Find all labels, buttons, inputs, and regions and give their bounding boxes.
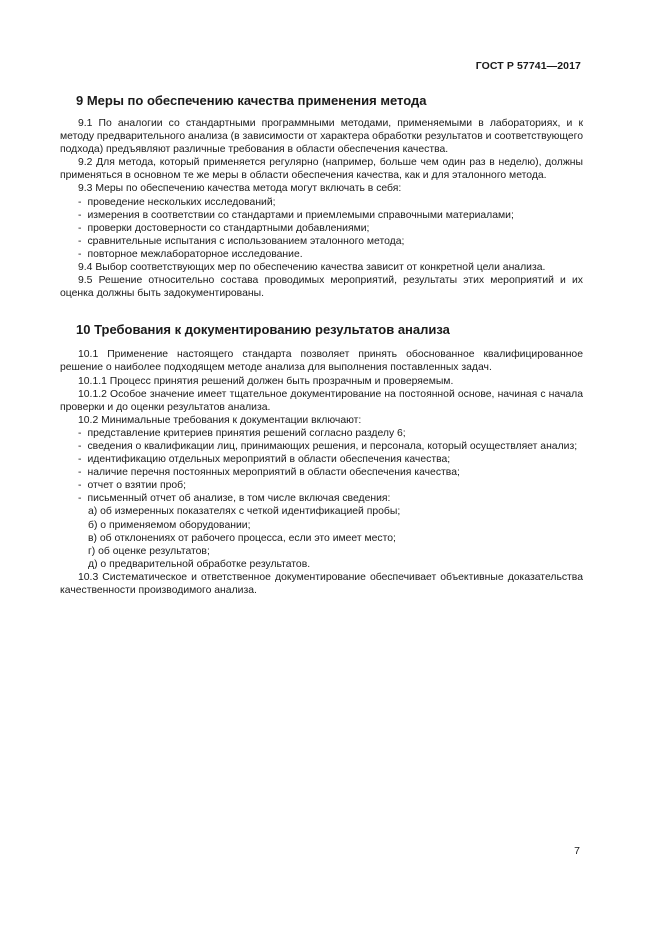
paragraph-10-1-2: 10.1.2 Особое значение имеет тщательное документирование на постоянной основе, начиная с начала проверки и до оценки результатов анализа. — [60, 388, 583, 413]
paragraph-9-2: 9.2 Для метода, который применяется регулярно (например, больше чем один раз в неделю), должны применяться в основном те же меры в области обеспечения качества, как и для эталонного метода. — [60, 157, 583, 182]
list-item: - измерения в соответствии со стандартами и приемлемыми справочными материалами; — [78, 209, 514, 221]
list-item: - представление критериев принятия решений согласно разделу 6; — [78, 427, 406, 439]
paragraph-10-2: 10.2 Минимальные требования к документации включают: — [78, 414, 362, 426]
paragraph-9-3: 9.3 Меры по обеспечению качества метода могут включать в себя: — [78, 183, 402, 195]
paragraph-10-1: 10.1 Применение настоящего стандарта позволяет принять обоснованное квалифицированное решение о наиболее подходящем методе анализа для выполнения поставленных задач. — [60, 349, 583, 374]
list-item: - идентификацию отдельных мероприятий в области обеспечения качества; — [78, 454, 451, 466]
list-item: - сведения о квалификации лиц, принимающих решения, и персонала, который осуществляет анализ; — [78, 440, 578, 452]
document-code: ГОСТ Р 57741—2017 — [475, 60, 581, 72]
list-item: - письменный отчет об анализе, в том числе включая сведения: — [78, 493, 391, 505]
list-item: - наличие перечня постоянных мероприятий в области обеспечения качества; — [78, 467, 460, 479]
section-10-list — [60, 427, 583, 506]
paragraph-10-3: 10.3 Систематическое и ответственное документирование обеспечивает объективные доказательства качественности производимого анализа. — [60, 571, 583, 596]
paragraph-9-5: 9.5 Решение относительно состава проводимых мероприятий, результаты этих мероприятий и их оценка должны быть задокументированы. — [60, 275, 583, 300]
paragraph-9-4: 9.4 Выбор соответствующих мер по обеспечению качества зависит от конкретной цели анализа. — [78, 262, 546, 274]
page-number: 7 — [574, 845, 580, 857]
section-10-sublist — [60, 505, 583, 570]
list-item: - повторное межлабораторное исследование. — [78, 248, 303, 260]
list-item: - сравнительные испытания с использованием эталонного метода; — [78, 235, 405, 247]
section-10-heading: 10 Требования к документированию результатов анализа — [76, 322, 450, 338]
paragraph-9-1: 9.1 По аналогии со стандартными программными методами, применяемыми в лабораториях, и к методу предварительного анализа (в зависимости от характера обработки результатов и соответствующего подхода) предъявляют различные требования в области обеспечения качества. — [60, 118, 583, 156]
section-9-list — [60, 196, 583, 261]
list-item: - проведение нескольких исследований; — [78, 196, 276, 208]
section-9-heading: 9 Меры по обеспечению качества применения метода — [76, 93, 427, 108]
sub-list-item: а) об измеренных показателях с четкой идентификацией пробы; — [88, 506, 401, 518]
list-item: - проверки достоверности со стандартными добавлениями; — [78, 222, 370, 234]
sub-list-item: г) об оценке результатов; — [88, 545, 210, 557]
sub-list-item: д) о предварительной обработке результатов. — [88, 558, 311, 570]
paragraph-10-1-1: 10.1.1 Процесс принятия решений должен быть прозрачным и проверяемым. — [78, 375, 454, 387]
list-item: - отчет о взятии проб; — [78, 480, 187, 492]
sub-list-item: в) об отклонениях от рабочего процесса, если это имеет место; — [88, 532, 396, 544]
sub-list-item: б) о применяемом оборудовании; — [88, 519, 251, 531]
page-content — [60, 93, 583, 597]
